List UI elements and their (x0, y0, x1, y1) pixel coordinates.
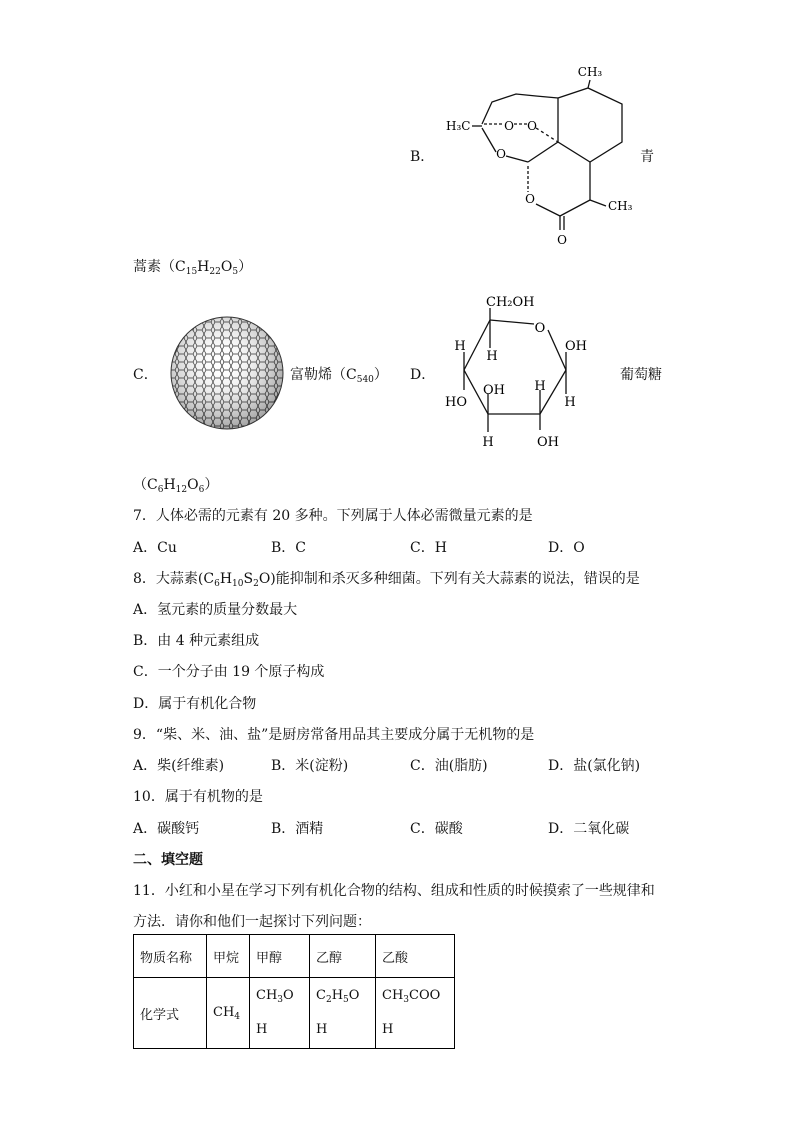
q10-option-c: C．碳酸 (410, 821, 463, 837)
ethanol-formula-cell: $C_2H_5O$ H (310, 978, 376, 1049)
q11-stem-line2: 方法．请你和他们一起探讨下列问题： (133, 914, 371, 930)
peroxide-o1-label: O (504, 119, 514, 133)
option-b-letter: B． (410, 149, 435, 165)
q9-option-b: B．米(淀粉) (271, 758, 349, 774)
q7-stem: 7．人体必需的元素有 20 多种。下列属于人体必需微量元素的是 (133, 508, 533, 524)
glucose-ring-o-label: O (534, 321, 546, 336)
q11-stem-line1: 11．小红和小星在学习下列有机化合物的结构、组成和性质的时候摸索了一些规律和 (133, 883, 655, 899)
q9-option-c: C．油(脂肪) (410, 758, 488, 774)
peroxide-o2-label: O (527, 119, 537, 133)
glucose-name: 葡萄糖 (620, 367, 662, 383)
artemisinin-structure (440, 58, 640, 248)
table-header-cell: 乙醇 (310, 935, 376, 978)
table-header-row (134, 935, 455, 978)
q9-stem: 9．“柴、米、油、盐”是厨房常备用品其主要成分属于无机物的是 (133, 727, 535, 743)
glucose-structure (440, 290, 610, 460)
option-d-letter: D． (410, 367, 436, 383)
table-header-cell: 乙酸 (376, 935, 455, 978)
option-c-letter: C． (133, 367, 158, 383)
q7-option-a: A．Cu (133, 540, 177, 556)
q10-option-a: A．碳酸钙 (133, 821, 200, 837)
oh-right-label: OH (565, 339, 587, 354)
h-inner-label: H (486, 349, 498, 364)
ch3-right-label: CH₃ (608, 199, 633, 213)
methane-formula-cell: $CH_4$ (207, 978, 250, 1049)
ho-left-label: HO (445, 395, 467, 410)
table-row-label: 化学式 (134, 978, 207, 1049)
q8-stem: 8．大蒜素$(C_6H_{10}S_2O)$能抑制和杀灭多种细菌。下列有关大蒜素的说法，错误的是 (133, 571, 640, 589)
q8-option-a: A．氢元素的质量分数最大 (133, 602, 298, 618)
ch3-top-label: CH₃ (577, 65, 603, 79)
section-title-fill-in: 二、填空题 (133, 852, 203, 868)
compound-table (133, 934, 455, 1049)
q10-option-b: B．酒精 (271, 821, 324, 837)
table-header-cell: 甲醇 (250, 935, 310, 978)
fullerene-sphere-image (168, 314, 286, 432)
q8-option-b: B．由 4 种元素组成 (133, 633, 260, 649)
ring-o-label: O (496, 147, 506, 161)
carbonyl-o-label: O (557, 233, 567, 247)
lactone-o-label: O (525, 192, 535, 206)
methanol-formula-cell: $CH_3O$ H (250, 978, 310, 1049)
q8-option-c: C．一个分子由 19 个原子构成 (133, 664, 325, 680)
h-bottom-label: H (482, 435, 494, 450)
oh-bottom-label: OH (537, 435, 559, 450)
q8-option-d: D．属于有机化合物 (133, 696, 257, 712)
q7-option-c: C．H (410, 540, 447, 556)
glucose-formula: $(C_6H_{12}O_6)$ (133, 477, 219, 495)
artemisinin-formula: 蒿素$(C_{15}H_{22}O_5)$ (133, 259, 253, 277)
q7-option-d: D．O (548, 540, 585, 556)
h3c-label: H₃C (446, 119, 471, 133)
q10-stem: 10．属于有机物的是 (133, 789, 263, 805)
q9-option-d: D．盐(氯化钠) (548, 758, 641, 774)
acetic-acid-formula-cell: $CH_3COO$ H (376, 978, 455, 1049)
table-header-cell: 物质名称 (134, 935, 207, 978)
fullerene-name: 富勒烯$(C_{540})$ (290, 367, 388, 385)
ch2oh-label: CH₂OH (486, 295, 535, 310)
artemisinin-name-part1: 青 (640, 149, 654, 165)
table-header-cell: 甲烷 (207, 935, 250, 978)
oh-inner-label: OH (483, 383, 505, 398)
h-inner-right-label: H (534, 379, 546, 394)
h-left-top-label: H (454, 339, 466, 354)
table-row (134, 978, 455, 1049)
q7-option-b: B．C (271, 540, 306, 556)
q10-option-d: D．二氧化碳 (548, 821, 630, 837)
h-right-label: H (564, 395, 576, 410)
q9-option-a: A．柴(纤维素) (133, 758, 225, 774)
